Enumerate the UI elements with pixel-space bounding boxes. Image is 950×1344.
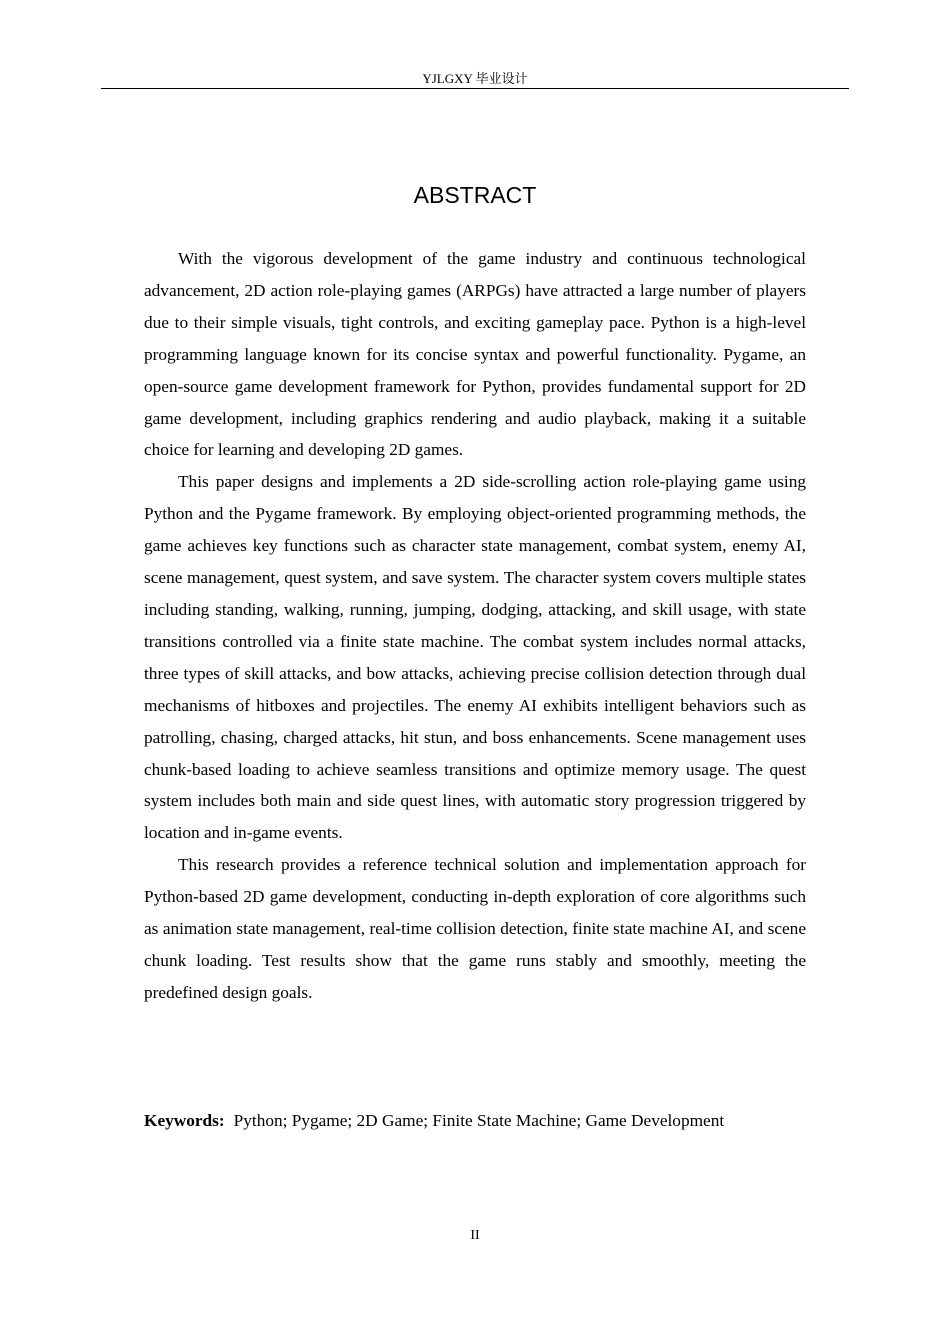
keywords-label: Keywords: <box>144 1111 225 1130</box>
page-number: II <box>470 1228 480 1243</box>
abstract-title: ABSTRACT <box>413 182 537 208</box>
abstract-paragraph-1: With the vigorous development of the game industry and continuous technological advancement, 2D action role-playing games (ARPGs) have attracted a large number of players due to their simple visuals, tight controls, and exciting gameplay pace. Python is a high-level programming language known for its concise syntax and powerful functionality. Pygame, an open-source game development framework for Python, provides fundamental support for 2D game development, including graphics rendering and audio playback, making it a suitable choice for learning and developing 2D games. <box>144 249 806 460</box>
keywords-line <box>144 1105 844 1137</box>
abstract-paragraph-3: This research provides a reference technical solution and implementation approach for Python-based 2D game development, conducting in-depth exploration of core algorithms such as animation state management, real-time collision detection, finite state machine AI, and scene chunk loading. Test results show that the game runs stably and smoothly, meeting the predefined design goals. <box>144 855 806 1002</box>
abstract-paragraph-2: This paper designs and implements a 2D side-scrolling action role-playing game using Python and the Pygame framework. By employing object-oriented programming methods, the game achieves key functions such as character state management, combat system, enemy AI, scene management, quest system, and save system. The character system covers multiple states including standing, walking, running, jumping, dodging, attacking, and skill usage, with state transitions controlled via a finite state machine. The combat system includes normal attacks, three types of skill attacks, and bow attacks, achieving precise collision detection through dual mechanisms of hitboxes and projectiles. The enemy AI exhibits intelligent behaviors such as patrolling, chasing, charged attacks, hit stun, and boss enhancements. Scene management uses chunk-based loading to achieve seamless transitions and optimize memory usage. The quest system includes both main and side quest lines, with automatic story progression triggered by location and in-game events. <box>144 472 806 843</box>
running-header: YJLGXY 毕业设计 <box>101 70 849 89</box>
keywords-value: Python; Pygame; 2D Game; Finite State Machine; Game Development <box>233 1111 725 1130</box>
abstract-body <box>144 243 806 1009</box>
